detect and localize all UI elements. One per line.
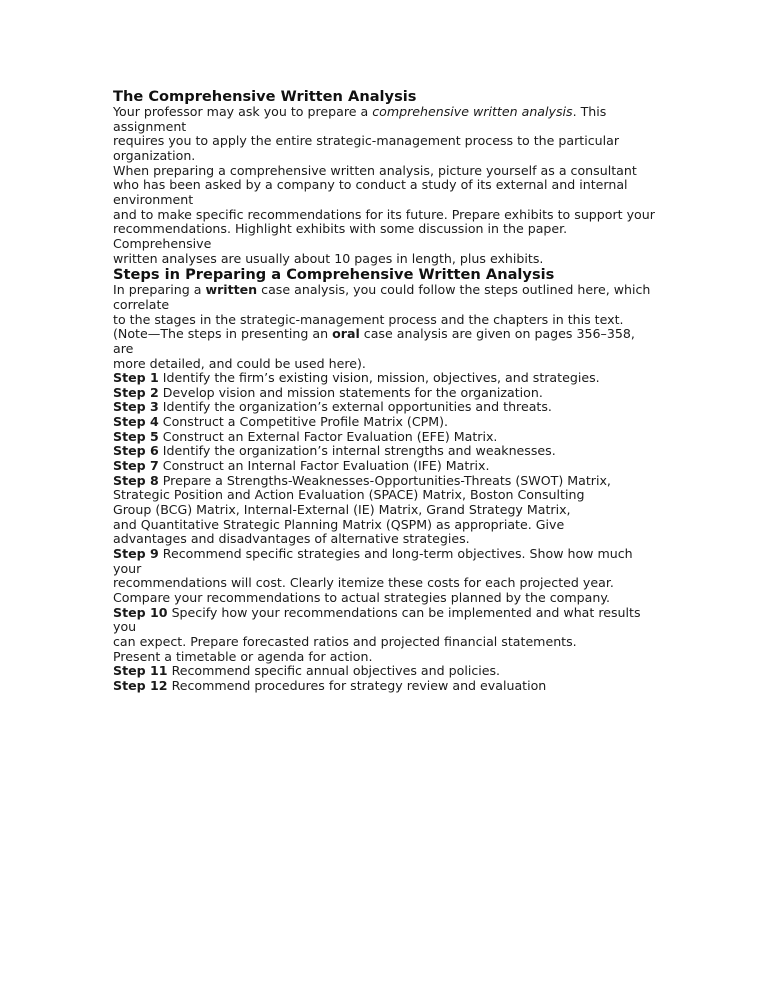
step-text: can expect. Prepare forecasted ratios and projected financial statements. xyxy=(113,633,577,649)
step-label: Step 5 xyxy=(113,428,159,444)
step-line xyxy=(113,576,673,591)
step-line xyxy=(113,547,673,562)
step-text: and Quantitative Strategic Planning Matrix (QSPM) as appropriate. Give xyxy=(113,516,565,532)
step-line xyxy=(113,606,673,621)
step-text: recommendations will cost. Clearly itemize these costs for each projected year. xyxy=(113,575,614,591)
step-line xyxy=(113,664,673,679)
step-label: Step 11 xyxy=(113,663,168,679)
step-line xyxy=(113,474,673,489)
intro-line: recommendations. Highlight exhibits with some discussion in the paper. xyxy=(113,221,568,237)
steps-intro-emphasis: oral xyxy=(332,326,360,342)
steps-intro-line xyxy=(113,283,673,298)
intro-line: requires you to apply the entire strategic-management process to the particular xyxy=(113,133,620,149)
step-label: Step 7 xyxy=(113,458,159,474)
steps-intro-line: more detailed, and could be used here). xyxy=(113,355,366,371)
step-text: Identify the organization’s internal strengths and weaknesses. xyxy=(158,443,556,459)
step-text: Recommend specific annual objectives and policies. xyxy=(167,663,501,679)
step-text: Compare your recommendations to actual strategies planned by the company. xyxy=(113,590,610,605)
step-line xyxy=(113,444,673,459)
step-line xyxy=(113,620,673,635)
step-text: Present a timetable or agenda for action. xyxy=(113,648,373,664)
intro-line: organization. xyxy=(113,147,196,163)
step-label: Step 10 xyxy=(113,604,168,620)
steps-list xyxy=(113,371,673,693)
step-line xyxy=(113,679,673,694)
steps-intro-line xyxy=(113,327,673,342)
step-text: Identify the firm’s existing vision, mission, objectives, and strategies. xyxy=(158,370,600,386)
intro-line: and to make specific recommendations for its future. Prepare exhibits to support your xyxy=(113,206,655,222)
intro-line: Comprehensive xyxy=(113,235,212,251)
step-line xyxy=(113,430,673,445)
steps-intro-text: In preparing a xyxy=(113,282,206,298)
step-label: Step 1 xyxy=(113,370,159,386)
steps-intro-line: correlate xyxy=(113,296,170,312)
steps-intro-text: case analysis, you could follow the steps outlined here, which xyxy=(257,282,651,298)
step-line xyxy=(113,591,673,606)
intro-emphasis: comprehensive written analysis xyxy=(372,104,573,119)
step-line xyxy=(113,635,673,650)
step-text: Develop vision and mission statements for the organization. xyxy=(158,384,543,400)
step-text: Recommend specific strategies and long-term objectives. Show how much xyxy=(158,546,633,562)
steps-intro-paragraph xyxy=(113,283,673,371)
intro-text: Your professor may ask you to prepare a xyxy=(113,104,373,119)
step-text: advantages and disadvantages of alternative strategies. xyxy=(113,531,470,547)
step-line xyxy=(113,488,673,503)
step-text: Group (BCG) Matrix, Internal-External (IE) Matrix, Grand Strategy Matrix, xyxy=(113,502,571,518)
step-line xyxy=(113,371,673,386)
step-line xyxy=(113,503,673,518)
steps-intro-line: to the stages in the strategic-management process and the chapters in this text. xyxy=(113,311,624,327)
section-heading: Steps in Preparing a Comprehensive Written Analysis xyxy=(113,266,555,284)
intro-line: assignment xyxy=(113,118,187,134)
document-page xyxy=(113,88,673,694)
step-label: Step 4 xyxy=(113,414,159,430)
intro-line xyxy=(113,105,673,120)
steps-intro-emphasis: written xyxy=(205,282,258,298)
step-line xyxy=(113,518,673,533)
step-label: Step 9 xyxy=(113,546,159,562)
steps-intro-line: are xyxy=(113,340,134,356)
steps-intro-text: (Note—The steps in presenting an xyxy=(113,326,333,342)
step-line xyxy=(113,415,673,430)
step-label: Step 3 xyxy=(113,399,159,415)
step-line xyxy=(113,562,673,577)
document-title: The Comprehensive Written Analysis xyxy=(113,88,417,105)
step-text: Specify how your recommendations can be implemented and what results xyxy=(167,604,641,620)
step-text: Construct a Competitive Profile Matrix (CPM). xyxy=(158,414,449,430)
step-text: Recommend procedures for strategy review and evaluation xyxy=(167,677,547,693)
step-label: Step 2 xyxy=(113,384,159,400)
step-text: Construct an Internal Factor Evaluation (IFE) Matrix. xyxy=(158,458,490,474)
step-label: Step 8 xyxy=(113,472,159,488)
intro-line: who has been asked by a company to conduct a study of its external and internal xyxy=(113,177,628,193)
step-line xyxy=(113,386,673,401)
step-line xyxy=(113,459,673,474)
intro-line: When preparing a comprehensive written analysis, picture yourself as a consultant xyxy=(113,162,637,178)
step-text: Identify the organization’s external opportunities and threats. xyxy=(158,399,552,415)
step-text: Strategic Position and Action Evaluation (SPACE) Matrix, Boston Consulting xyxy=(113,487,585,503)
intro-line: environment xyxy=(113,191,194,207)
step-text: your xyxy=(113,560,142,576)
step-line xyxy=(113,532,673,547)
step-line xyxy=(113,400,673,415)
steps-intro-text: case analysis are given on pages 356–358, xyxy=(359,326,635,342)
step-text: you xyxy=(113,619,137,635)
step-label: Step 12 xyxy=(113,677,168,693)
intro-text: . This xyxy=(572,104,607,119)
intro-line: written analyses are usually about 10 pages in length, plus exhibits. xyxy=(113,250,544,266)
step-text: Construct an External Factor Evaluation (EFE) Matrix. xyxy=(158,428,498,444)
step-line xyxy=(113,650,673,665)
step-label: Step 6 xyxy=(113,443,159,459)
step-text: Prepare a Strengths-Weaknesses-Opportunities-Threats (SWOT) Matrix, xyxy=(158,472,611,488)
intro-paragraph xyxy=(113,105,673,266)
